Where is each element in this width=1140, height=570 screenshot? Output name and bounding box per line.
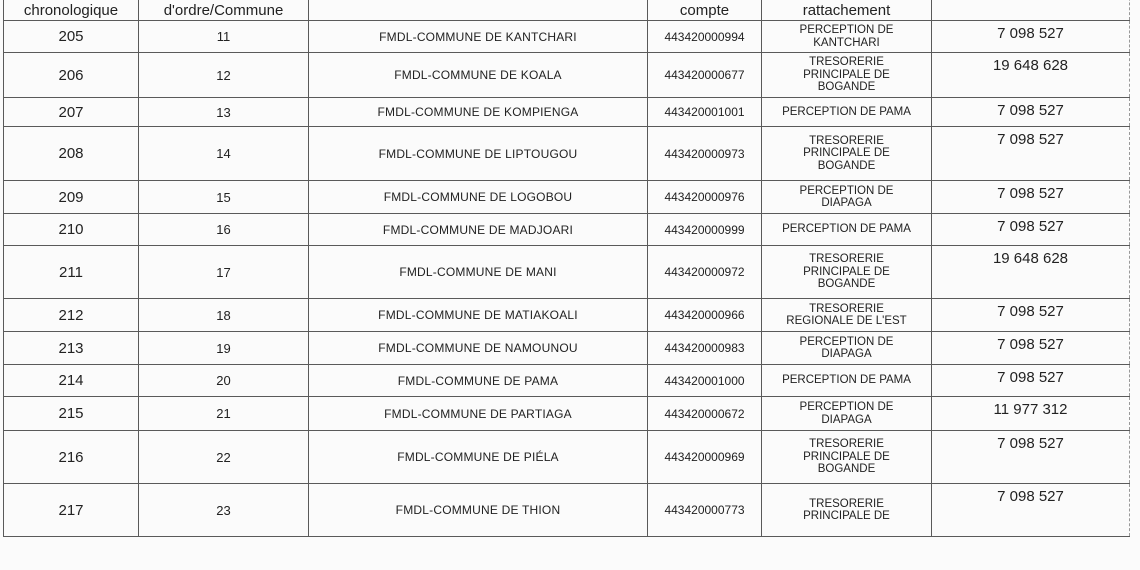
table-row bbox=[4, 53, 1130, 98]
rattachement-line: BOGANDE bbox=[817, 81, 876, 94]
cell-amount: 11 977 312 bbox=[932, 397, 1130, 431]
rattachement-line: PERCEPTION DE PAMA bbox=[782, 374, 911, 387]
rattachement-line: PRINCIPALE DE bbox=[803, 450, 890, 463]
cell-chrono: 211 bbox=[4, 246, 139, 299]
cell-chrono: 217 bbox=[4, 484, 139, 537]
cell-amount: 7 098 527 bbox=[932, 181, 1130, 214]
cell-chrono: 216 bbox=[4, 431, 139, 484]
communes-table bbox=[3, 0, 1130, 537]
rattachement-line: TRESORERIE bbox=[809, 56, 884, 69]
cell-commune-name: FMDL-COMMUNE DE PIÉLA bbox=[309, 431, 648, 484]
table-row bbox=[4, 246, 1130, 299]
cell-ordre: 14 bbox=[139, 127, 309, 181]
cell-amount: 7 098 527 bbox=[932, 214, 1130, 246]
table-row bbox=[4, 397, 1130, 431]
rattachement-line: TRESORERIE bbox=[809, 134, 884, 147]
cell-ordre: 21 bbox=[139, 397, 309, 431]
cell-rattachement bbox=[762, 127, 932, 181]
rattachement-line: PERCEPTION DE bbox=[799, 401, 894, 413]
cell-rattachement bbox=[762, 431, 932, 484]
cell-compte: 443420000972 bbox=[648, 246, 762, 299]
cell-chrono: 208 bbox=[4, 127, 139, 181]
cell-commune-name: FMDL-COMMUNE DE MANI bbox=[309, 246, 648, 299]
cell-rattachement bbox=[762, 181, 932, 214]
rattachement-line: KANTCHARI bbox=[813, 36, 880, 49]
table-header-row bbox=[4, 0, 1130, 21]
rattachement-line: PERCEPTION DE bbox=[799, 24, 894, 36]
table-row bbox=[4, 365, 1130, 397]
cell-compte: 443420000994 bbox=[648, 21, 762, 53]
rattachement-line: REGIONALE DE L'EST bbox=[786, 315, 907, 327]
cell-ordre: 20 bbox=[139, 365, 309, 397]
cell-ordre: 23 bbox=[139, 484, 309, 537]
header-chrono: chronologique bbox=[4, 0, 139, 21]
table-row bbox=[4, 98, 1130, 127]
cell-commune-name: FMDL-COMMUNE DE KOMPIENGA bbox=[309, 98, 648, 127]
cell-amount: 7 098 527 bbox=[932, 127, 1130, 181]
cell-rattachement bbox=[762, 246, 932, 299]
cell-commune-name: FMDL-COMMUNE DE THION bbox=[309, 484, 648, 537]
cell-ordre: 17 bbox=[139, 246, 309, 299]
cell-commune-name: FMDL-COMMUNE DE KANTCHARI bbox=[309, 21, 648, 53]
rattachement-line: BOGANDE bbox=[817, 463, 876, 476]
rattachement-line: PERCEPTION DE PAMA bbox=[782, 223, 911, 236]
cell-rattachement bbox=[762, 299, 932, 332]
header-compte: compte bbox=[648, 0, 762, 21]
rattachement-line: PRINCIPALE DE bbox=[803, 147, 890, 160]
cell-compte: 443420000773 bbox=[648, 484, 762, 537]
rattachement-line: BOGANDE bbox=[817, 278, 876, 291]
rattachement-line: TRESORERIE bbox=[809, 253, 884, 266]
cell-amount: 7 098 527 bbox=[932, 431, 1130, 484]
cell-commune-name: FMDL-COMMUNE DE NAMOUNOU bbox=[309, 332, 648, 365]
table-row bbox=[4, 431, 1130, 484]
cell-compte: 443420000966 bbox=[648, 299, 762, 332]
cell-chrono: 210 bbox=[4, 214, 139, 246]
cell-commune-name: FMDL-COMMUNE DE KOALA bbox=[309, 53, 648, 98]
table-row bbox=[4, 299, 1130, 332]
cell-commune-name: FMDL-COMMUNE DE PAMA bbox=[309, 365, 648, 397]
table-row bbox=[4, 214, 1130, 246]
cell-compte: 443420000677 bbox=[648, 53, 762, 98]
cell-compte: 443420000999 bbox=[648, 214, 762, 246]
rattachement-line: PRINCIPALE DE bbox=[803, 68, 890, 81]
cell-chrono: 207 bbox=[4, 98, 139, 127]
cell-rattachement bbox=[762, 397, 932, 431]
rattachement-line: PRINCIPALE DE bbox=[803, 265, 890, 278]
rattachement-line: TRESORERIE bbox=[809, 302, 884, 315]
cell-amount: 7 098 527 bbox=[932, 21, 1130, 53]
rattachement-line: PRINCIPALE DE bbox=[803, 510, 890, 522]
cell-commune-name: FMDL-COMMUNE DE LOGOBOU bbox=[309, 181, 648, 214]
rattachement-line: DIAPAGA bbox=[821, 348, 872, 360]
table-row bbox=[4, 484, 1130, 537]
cell-amount: 7 098 527 bbox=[932, 98, 1130, 127]
header-amount bbox=[932, 0, 1130, 21]
cell-rattachement bbox=[762, 332, 932, 365]
cell-ordre: 12 bbox=[139, 53, 309, 98]
rattachement-line: DIAPAGA bbox=[821, 413, 872, 426]
cell-compte: 443420000672 bbox=[648, 397, 762, 431]
cell-compte: 443420000973 bbox=[648, 127, 762, 181]
cell-rattachement bbox=[762, 484, 932, 537]
cell-ordre: 18 bbox=[139, 299, 309, 332]
cell-amount: 7 098 527 bbox=[932, 365, 1130, 397]
cell-amount: 19 648 628 bbox=[932, 53, 1130, 98]
table-row bbox=[4, 181, 1130, 214]
rattachement-line: PERCEPTION DE bbox=[799, 184, 894, 197]
cell-compte: 443420000983 bbox=[648, 332, 762, 365]
table-row bbox=[4, 21, 1130, 53]
cell-ordre: 13 bbox=[139, 98, 309, 127]
cell-ordre: 11 bbox=[139, 21, 309, 53]
cell-compte: 443420001001 bbox=[648, 98, 762, 127]
cell-commune-name: FMDL-COMMUNE DE PARTIAGA bbox=[309, 397, 648, 431]
cell-rattachement bbox=[762, 365, 932, 397]
header-name bbox=[309, 0, 648, 21]
cell-ordre: 19 bbox=[139, 332, 309, 365]
cell-compte: 443420000969 bbox=[648, 431, 762, 484]
cell-ordre: 22 bbox=[139, 431, 309, 484]
cell-commune-name: FMDL-COMMUNE DE MADJOARI bbox=[309, 214, 648, 246]
cell-rattachement bbox=[762, 214, 932, 246]
cell-amount: 7 098 527 bbox=[932, 299, 1130, 332]
rattachement-line: DIAPAGA bbox=[821, 197, 872, 209]
header-rattachement: rattachement bbox=[762, 0, 932, 21]
cell-rattachement bbox=[762, 53, 932, 98]
cell-chrono: 206 bbox=[4, 53, 139, 98]
rattachement-line: TRESORERIE bbox=[809, 497, 884, 510]
rattachement-line: PERCEPTION DE bbox=[799, 335, 894, 348]
cell-chrono: 212 bbox=[4, 299, 139, 332]
cell-compte: 443420000976 bbox=[648, 181, 762, 214]
cell-commune-name: FMDL-COMMUNE DE MATIAKOALI bbox=[309, 299, 648, 332]
cell-commune-name: FMDL-COMMUNE DE LIPTOUGOU bbox=[309, 127, 648, 181]
cell-rattachement bbox=[762, 98, 932, 127]
cell-compte: 443420001000 bbox=[648, 365, 762, 397]
rattachement-line: TRESORERIE bbox=[809, 438, 884, 451]
cell-ordre: 16 bbox=[139, 214, 309, 246]
cell-chrono: 214 bbox=[4, 365, 139, 397]
table-row bbox=[4, 127, 1130, 181]
cell-amount: 19 648 628 bbox=[932, 246, 1130, 299]
cell-amount: 7 098 527 bbox=[932, 332, 1130, 365]
cell-rattachement bbox=[762, 21, 932, 53]
header-ordre: d'ordre/Commune bbox=[139, 0, 309, 21]
rattachement-line: BOGANDE bbox=[817, 159, 876, 172]
rattachement-line: PERCEPTION DE PAMA bbox=[782, 105, 911, 118]
cell-amount: 7 098 527 bbox=[932, 484, 1130, 537]
cell-chrono: 209 bbox=[4, 181, 139, 214]
cell-chrono: 205 bbox=[4, 21, 139, 53]
cell-chrono: 215 bbox=[4, 397, 139, 431]
table-row bbox=[4, 332, 1130, 365]
cell-ordre: 15 bbox=[139, 181, 309, 214]
cell-chrono: 213 bbox=[4, 332, 139, 365]
